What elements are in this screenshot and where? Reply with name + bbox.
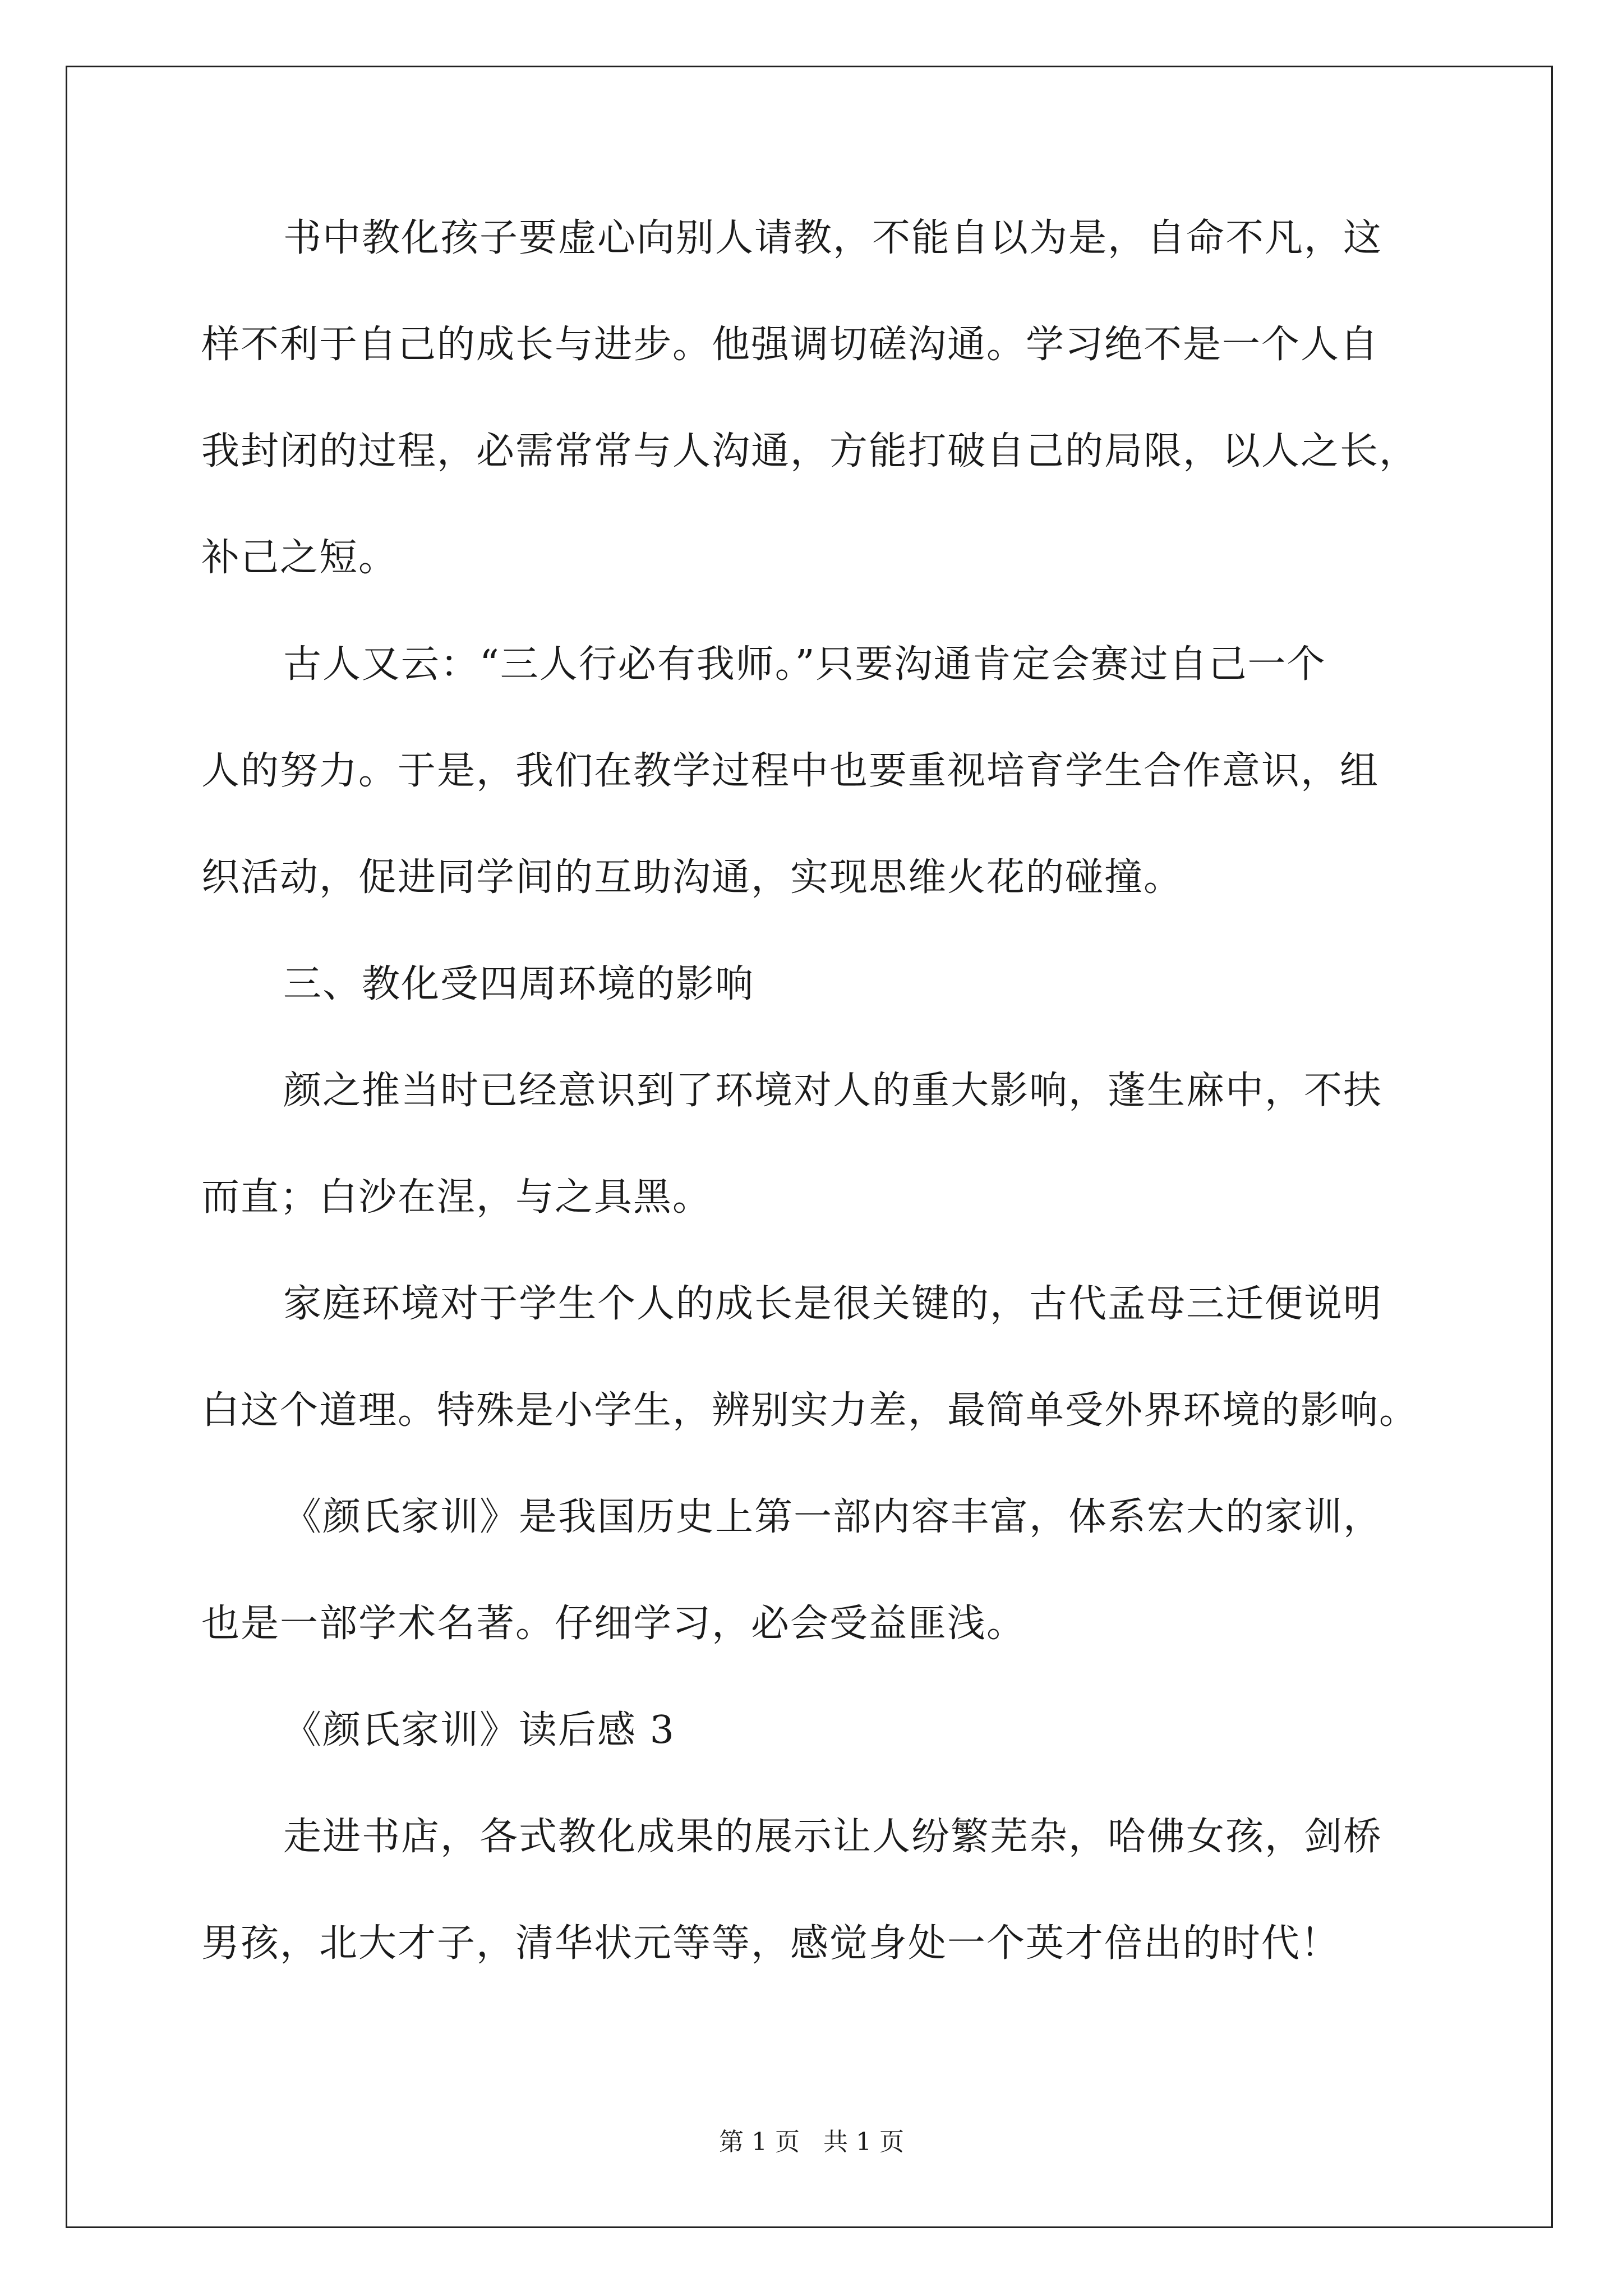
section-title: 《颜氏家训》读后感 3: [283, 1708, 675, 1752]
page-border: [66, 66, 1553, 2228]
section-heading: 三、教化受四周环境的影响: [283, 962, 755, 1006]
page-number-footer: 第 1 页 共 1 页: [719, 2128, 904, 2156]
text-line: 男孩，北大才子，清华状元等等，感觉身处一个英才倍出的时代！: [201, 1921, 1340, 1966]
text-line: 《颜氏家训》是我国历史上第一部内容丰富，体系宏大的家训，: [283, 1495, 1383, 1539]
text-line: 也是一部学术名著。仔细学习，必会受益匪浅。: [201, 1602, 1026, 1646]
text-line: 我封闭的过程，必需常常与人沟通，方能打破自己的局限，以人之长，: [201, 429, 1419, 473]
text-line: 白这个道理。特殊是小学生，辨别实力差，最简单受外界环境的影响。: [201, 1388, 1419, 1433]
text-line: 人的努力。于是，我们在教学过程中也要重视培育学生合作意识，组: [201, 749, 1380, 793]
text-line: 古人又云：“三人行必有我师。”只要沟通肯定会赛过自己一个: [283, 642, 1326, 687]
text-line: 书中教化孩子要虚心向别人请教，不能自以为是，自命不凡，这: [283, 216, 1383, 260]
text-line: 样不利于自己的成长与进步。他强调切磋沟通。学习绝不是一个人自: [201, 323, 1380, 367]
text-line: 颜之推当时已经意识到了环境对人的重大影响，蓬生麻中，不扶: [283, 1069, 1383, 1113]
text-line: 而直；白沙在涅，与之具黑。: [201, 1175, 712, 1220]
text-line: 走进书店，各式教化成果的展示让人纷繁芜杂，哈佛女孩，剑桥: [283, 1815, 1383, 1859]
text-line: 补己之短。: [201, 536, 398, 580]
text-line: 织活动，促进同学间的互助沟通，实现思维火花的碰撞。: [201, 855, 1183, 900]
text-line: 家庭环境对于学生个人的成长是很关键的，古代孟母三迁便说明: [283, 1282, 1383, 1326]
